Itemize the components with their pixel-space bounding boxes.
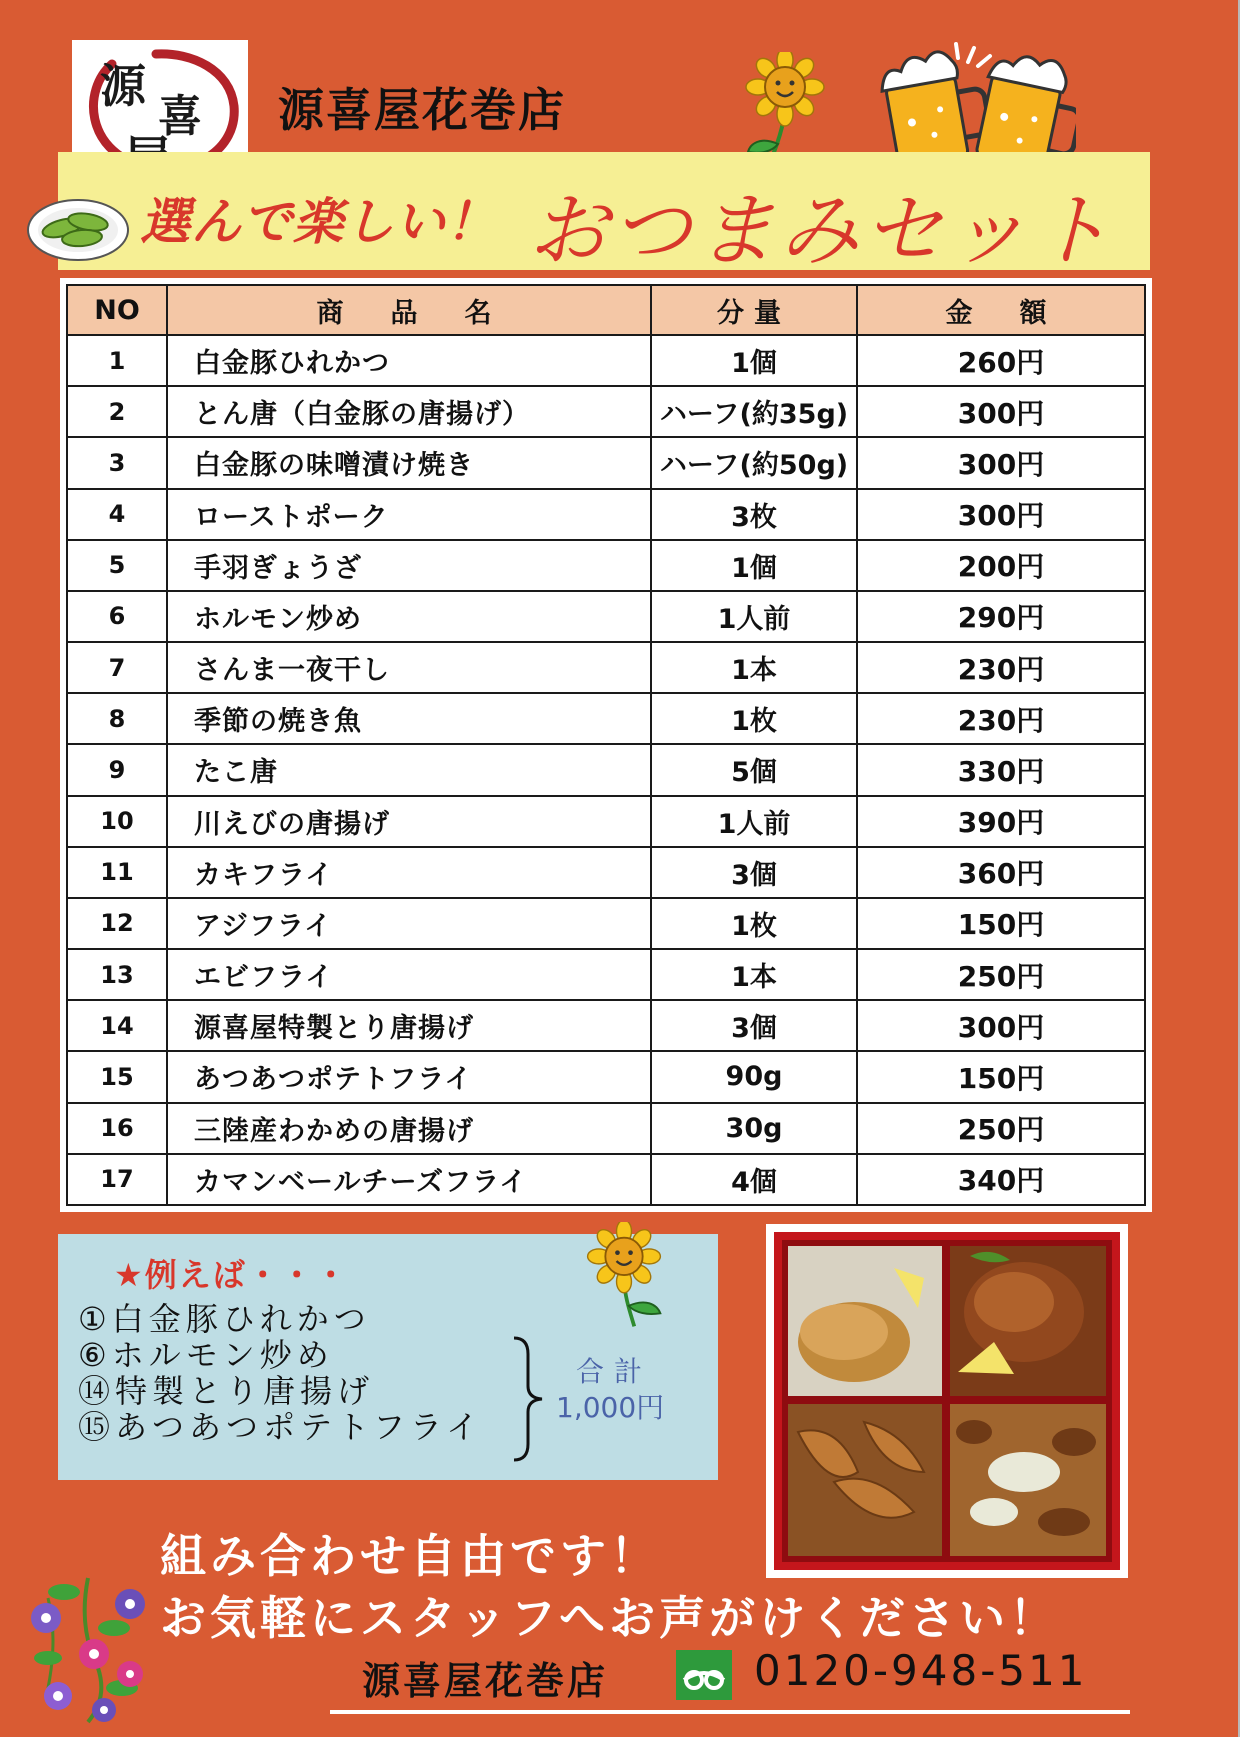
- cell-price: 150円: [857, 898, 1145, 949]
- logo-char-2: 喜: [158, 91, 202, 142]
- example-heading: ★例えば・・・: [114, 1256, 349, 1294]
- cell-no: 7: [67, 642, 167, 693]
- cell-quantity: ハーフ(約50g): [651, 437, 857, 488]
- banner-title: おつまみセット: [528, 184, 1116, 277]
- cell-item-name: ホルモン炒め: [167, 591, 651, 642]
- cell-quantity: 90g: [651, 1051, 857, 1102]
- cell-item-name: 季節の焼き魚: [167, 693, 651, 744]
- cell-no: 1: [67, 335, 167, 386]
- column-header-no: NO: [67, 285, 167, 335]
- table-row: [67, 1154, 1145, 1205]
- cell-item-name: 源喜屋特製とり唐揚げ: [167, 1000, 651, 1051]
- bento-photo: [766, 1224, 1128, 1578]
- cell-price: 150円: [857, 1051, 1145, 1102]
- bento-box-image: [774, 1232, 1120, 1570]
- table-row: [67, 540, 1145, 591]
- cell-no: 2: [67, 386, 167, 437]
- cell-price: 200円: [857, 540, 1145, 591]
- table-row: [67, 898, 1145, 949]
- cell-price: 230円: [857, 693, 1145, 744]
- cell-item-name: さんま一夜干し: [167, 642, 651, 693]
- cell-quantity: 1枚: [651, 898, 857, 949]
- cell-no: 15: [67, 1051, 167, 1102]
- example-item: ⑮あつあつポテトフライ: [78, 1408, 484, 1446]
- cell-no: 4: [67, 489, 167, 540]
- menu-table-body: [67, 335, 1145, 1205]
- cell-no: 9: [67, 744, 167, 795]
- right-brace-icon: [510, 1334, 550, 1464]
- cell-item-name: 三陸産わかめの唐揚げ: [167, 1103, 651, 1154]
- cell-quantity: 3枚: [651, 489, 857, 540]
- cell-price: 330円: [857, 744, 1145, 795]
- cell-no: 16: [67, 1103, 167, 1154]
- cell-item-name: アジフライ: [167, 898, 651, 949]
- cell-quantity: 1本: [651, 642, 857, 693]
- cell-item-name: 川えびの唐揚げ: [167, 796, 651, 847]
- cell-item-name: 手羽ぎょうざ: [167, 540, 651, 591]
- cell-quantity: ハーフ(約35g): [651, 386, 857, 437]
- example-item: ⑥ホルモン炒め: [78, 1336, 334, 1374]
- table-row: [67, 335, 1145, 386]
- beer-mugs-icon: [870, 40, 1076, 168]
- cell-item-name: カマンベールチーズフライ: [167, 1154, 651, 1205]
- cell-item-name: ローストポーク: [167, 489, 651, 540]
- morning-glory-flowers-icon: [18, 1568, 158, 1724]
- cell-item-name: 白金豚ひれかつ: [167, 335, 651, 386]
- table-row: [67, 949, 1145, 1000]
- logo-char-1: 源: [100, 59, 146, 113]
- cell-quantity: 1枚: [651, 693, 857, 744]
- menu-table-container: [60, 278, 1152, 1212]
- cell-no: 11: [67, 847, 167, 898]
- footer-phone-number: 0120-948-511: [754, 1646, 1088, 1695]
- sunflower-icon: [582, 1222, 666, 1330]
- table-row: [67, 693, 1145, 744]
- column-header-quantity: 分量: [651, 285, 857, 335]
- cell-no: 10: [67, 796, 167, 847]
- cell-price: 300円: [857, 489, 1145, 540]
- cell-quantity: 3個: [651, 847, 857, 898]
- table-row: [67, 1000, 1145, 1051]
- cell-price: 250円: [857, 1103, 1145, 1154]
- cell-price: 300円: [857, 386, 1145, 437]
- cell-quantity: 1人前: [651, 796, 857, 847]
- cell-quantity: 3個: [651, 1000, 857, 1051]
- column-header-price: 金 額: [857, 285, 1145, 335]
- edamame-plate-icon: [26, 190, 130, 264]
- cell-quantity: 4個: [651, 1154, 857, 1205]
- message-line-2: お気軽にスタッフへお声がけください！: [160, 1591, 1060, 1645]
- cell-item-name: たこ唐: [167, 744, 651, 795]
- table-row: [67, 386, 1145, 437]
- table-row: [67, 847, 1145, 898]
- cell-no: 13: [67, 949, 167, 1000]
- cell-no: 8: [67, 693, 167, 744]
- table-row: [67, 1103, 1145, 1154]
- cell-no: 17: [67, 1154, 167, 1205]
- table-row: [67, 437, 1145, 488]
- cell-price: 230円: [857, 642, 1145, 693]
- example-item: ⑭特製とり唐揚げ: [78, 1372, 375, 1410]
- store-title: 源喜屋花巻店: [278, 83, 566, 137]
- message-line-1: 組み合わせ自由です！: [160, 1529, 660, 1583]
- cell-price: 260円: [857, 335, 1145, 386]
- cell-price: 300円: [857, 437, 1145, 488]
- cell-item-name: あつあつポテトフライ: [167, 1051, 651, 1102]
- cell-item-name: とん唐（白金豚の唐揚げ）: [167, 386, 651, 437]
- footer-underline: [330, 1710, 1130, 1714]
- cell-price: 250円: [857, 949, 1145, 1000]
- cell-quantity: 1個: [651, 335, 857, 386]
- table-header-row: [67, 285, 1145, 335]
- cell-price: 340円: [857, 1154, 1145, 1205]
- sunflower-icon: [740, 52, 830, 164]
- cell-price: 360円: [857, 847, 1145, 898]
- cell-quantity: 1本: [651, 949, 857, 1000]
- cell-quantity: 1人前: [651, 591, 857, 642]
- footer-store-name: 源喜屋花巻店: [362, 1659, 609, 1703]
- cell-price: 290円: [857, 591, 1145, 642]
- example-total-value: 1,000円: [556, 1391, 665, 1424]
- table-row: [67, 642, 1145, 693]
- table-row: [67, 796, 1145, 847]
- cell-quantity: 30g: [651, 1103, 857, 1154]
- cell-no: 14: [67, 1000, 167, 1051]
- banner-subtitle: 選んで楽しい！: [140, 193, 497, 251]
- cell-price: 300円: [857, 1000, 1145, 1051]
- table-row: [67, 591, 1145, 642]
- example-total-label: 合計: [576, 1355, 653, 1388]
- column-header-name: 商 品 名: [167, 285, 651, 335]
- menu-table: [66, 284, 1146, 1206]
- cell-no: 5: [67, 540, 167, 591]
- free-dial-icon: [676, 1650, 732, 1700]
- cell-item-name: 白金豚の味噌漬け焼き: [167, 437, 651, 488]
- cell-no: 6: [67, 591, 167, 642]
- cell-no: 12: [67, 898, 167, 949]
- cell-quantity: 5個: [651, 744, 857, 795]
- cell-item-name: カキフライ: [167, 847, 651, 898]
- cell-quantity: 1個: [651, 540, 857, 591]
- table-row: [67, 744, 1145, 795]
- table-row: [67, 489, 1145, 540]
- table-row: [67, 1051, 1145, 1102]
- cell-price: 390円: [857, 796, 1145, 847]
- example-item: ①白金豚ひれかつ: [78, 1300, 371, 1338]
- cell-no: 3: [67, 437, 167, 488]
- cell-item-name: エビフライ: [167, 949, 651, 1000]
